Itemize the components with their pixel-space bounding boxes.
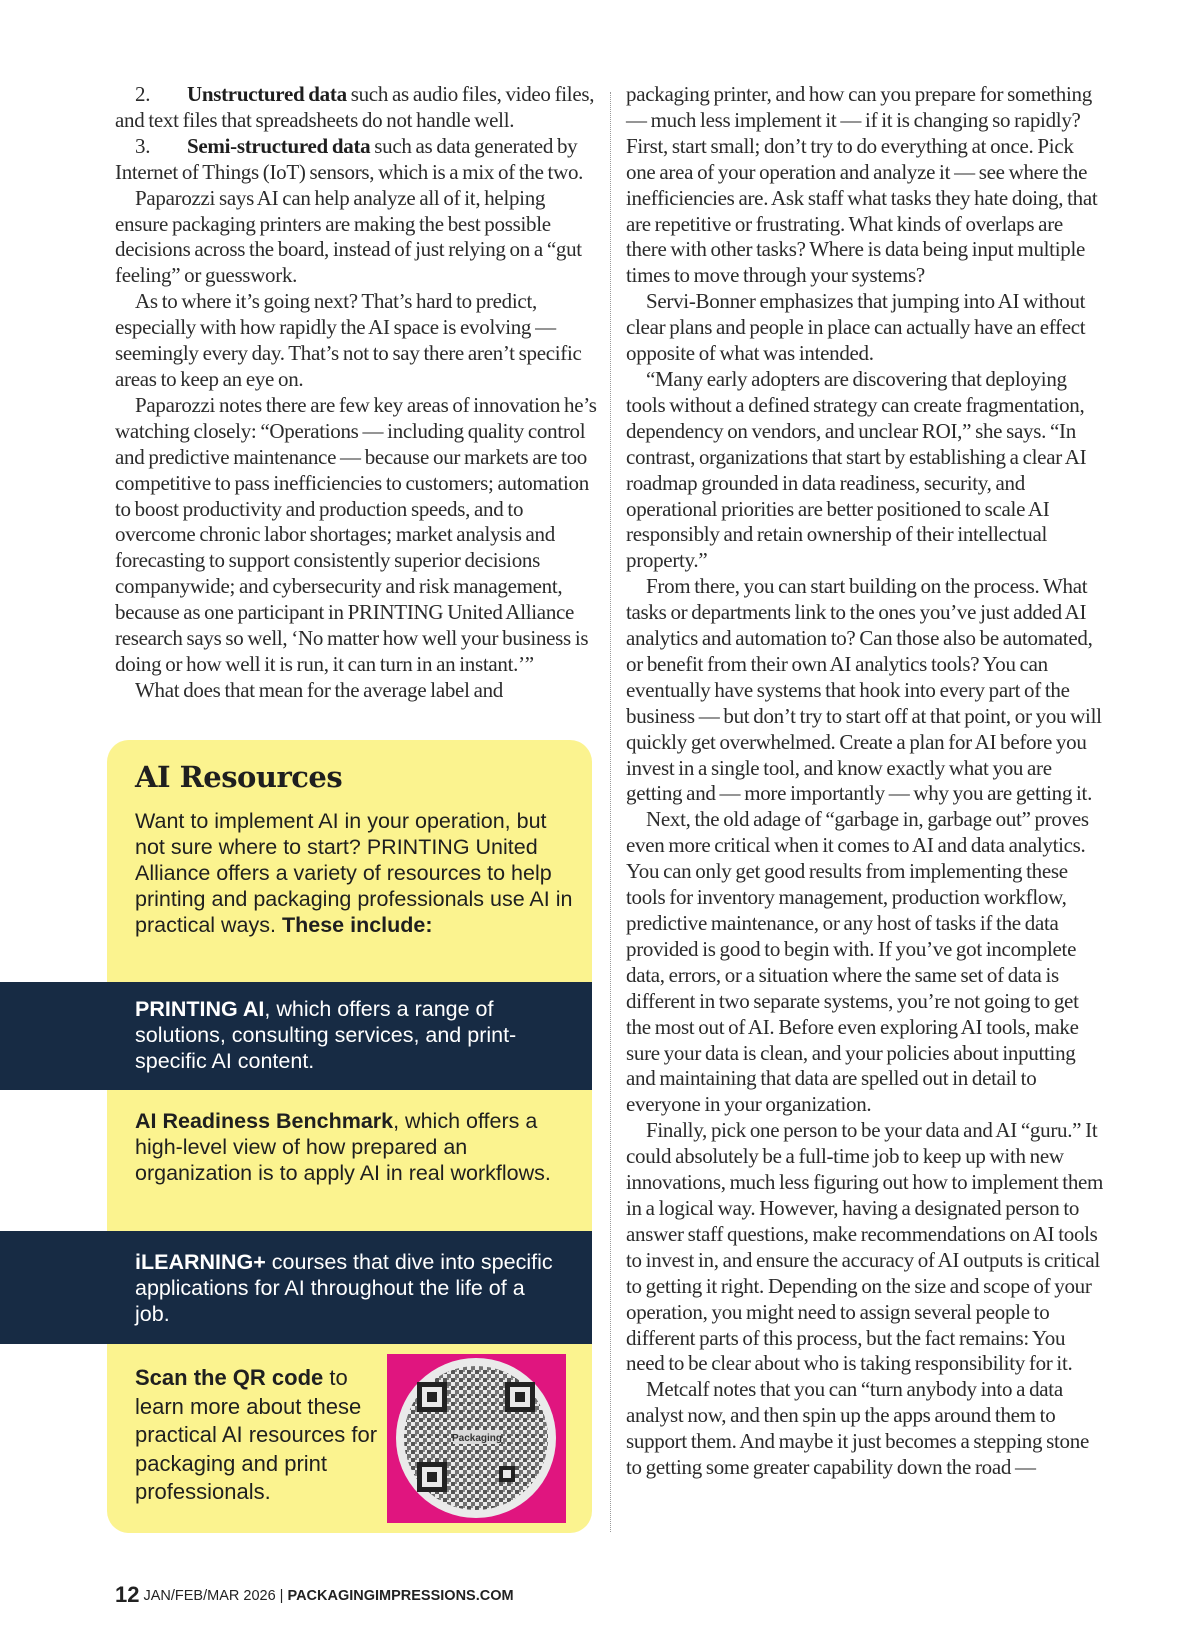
qr-callout-bold: Scan the QR code <box>135 1365 324 1390</box>
resource-ilearning <box>0 1231 592 1344</box>
page-footer <box>115 1582 514 1608</box>
qr-callout-text: to learn more about these practical AI resources for packaging and print professionals. <box>135 1365 378 1504</box>
paragraph: Paparozzi says AI can help analyze all of it, helping ensure packaging printers are making the best possible decisions across the board, instead of just relying on a “gut feeling” or guesswork. <box>115 185 582 288</box>
qr-label: Packaging <box>451 1433 503 1444</box>
list-lead: Semi-structured data <box>187 133 371 158</box>
list-item-2 <box>115 82 600 134</box>
paragraph: Next, the old adage of “garbage in, garbage out” proves even more critical when it comes to AI and data analytics. You can only get good results from implementing these tools for inventory management, production workflow, predictive maintenance, or any host of tasks if the data provided is good to begin with. If you’ve got incomplete data, errors, or a situation where the same set of data is different in two separate systems, you’re not going to get the most out of AI. Before even exploring AI tools, make sure your data is clean, and your policies about inputting and maintaining that data are spelled out in detail to everyone in your organization. <box>626 807 1089 1117</box>
resource-text <box>135 996 555 1074</box>
paragraph: “Many early adopters are discovering that deploying tools without a defined strategy can create fragmentation, dependency on vendors, and unclear ROI,” she says. “In contrast, organizations that start by establishing a clear AI roadmap grounded in data readiness, security, and operational priorities are better positioned to scale AI responsibly and retain ownership of their intellectual property.” <box>626 366 1087 573</box>
paragraph: What does that mean for the average label and <box>135 677 503 702</box>
resource-name: AI Readiness Benchmark <box>135 1109 394 1133</box>
sidebar-intro <box>135 808 575 938</box>
qr-finder-bottom-left <box>417 1462 447 1492</box>
resource-description: courses that dive into specific applications for AI throughout the life of a job. <box>135 1250 553 1326</box>
column-divider <box>610 92 611 1532</box>
website-link[interactable]: PACKAGINGIMPRESSIONS.COM <box>287 1588 514 1604</box>
right-column <box>626 82 1106 1481</box>
resource-name: iLEARNING+ <box>135 1250 266 1274</box>
qr-callout <box>135 1364 385 1507</box>
list-number: 3. <box>135 133 151 158</box>
list-text: such as audio files, video files, and text files that spreadsheets do not handle well. <box>115 82 595 132</box>
qr-code-graphic <box>387 1354 566 1523</box>
list-item-3 <box>115 134 600 186</box>
paragraph: As to where it’s going next? That’s hard to predict, especially with how rapidly the AI space is evolving — seemingly every day. That’s not to say there aren’t specific areas to keep an eye on. <box>115 289 582 391</box>
sidebar-title: AI Resources <box>135 760 343 794</box>
list-number: 2. <box>135 82 151 106</box>
sidebar-intro-bold: These include: <box>281 913 433 937</box>
list-text: such as data generated by Internet of Things (IoT) sensors, which is a mix of the two. <box>115 133 584 184</box>
paragraph: packaging printer, and how can you prepare for something — much less implement it — if it is changing so rapidly? First, start small; don’t try to do everything at once. Pick one area of your operation and analyze it — see where the inefficiencies are. Ask staff what tasks they hate doing, that are repetitive or frustrating. What kinds of overlaps are there with other tasks? Where is data being input multiple times to move through your systems? <box>626 82 1098 288</box>
resource-description: , which offers a high-level view of how prepared an organization is to apply AI in real workflows. <box>135 1109 551 1185</box>
resource-name: PRINTING AI <box>135 997 265 1021</box>
issue-date: JAN/FEB/MAR 2026 | <box>143 1588 288 1604</box>
paragraph: Paparozzi notes there are few key areas of innovation he’s watching closely: “Operations — including quality control and predictive maintenance — because our markets are too competitive to pass inefficiencies to customers; automation to boost productivity and production speeds, and to overcome chronic labor shortages; market analysis and forecasting to support consistently superior decisions companywide; and cybersecurity and risk management, because as one participant in PRINTING United Alliance research says so well, ‘No matter how well your business is doing or how well it is run, it can turn in an instant.’” <box>115 392 597 676</box>
paragraph: Servi-Bonner emphasizes that jumping into AI without clear plans and people in place can actually have an effect opposite of what was intended. <box>626 289 1086 366</box>
qr-code[interactable] <box>387 1354 566 1523</box>
paragraph: Finally, pick one person to be your data and AI “guru.” It could absolutely be a full-time job to keep up with new innovations, much less figuring out how to implement them in a logical way. However, having a designated person to answer staff questions, make recommendations on AI tools to invest in, and ensure the accuracy of AI outputs is critical to getting it right. Depending on the size and scope of your operation, you might need to assign several people to different parts of this process, but the fact remains: You need to be clear about who is taking responsibility for it. <box>626 1118 1104 1376</box>
page-number: 12 <box>115 1582 140 1607</box>
resource-text <box>135 1249 555 1327</box>
qr-finder-top-right <box>505 1382 535 1412</box>
paragraph: Metcalf notes that you can “turn anybody into a data analyst now, and then spin up the apps around them to support them. And maybe it just becomes a stepping stone to getting some greater capability down the road — <box>626 1377 1089 1480</box>
paragraph: From there, you can start building on the process. What tasks or departments link to the ones you’ve just added AI analytics and automation to? Can those also be automated, or benefit from their own AI analytics tools? You can eventually have systems that hook into every part of the business — but don’t try to start off at that point, or you will quickly get overwhelmed. Create a plan for AI before you invest in a single tool, and know exactly what you are getting and — more importantly — why you are getting it. <box>626 574 1102 806</box>
resource-ai-readiness-benchmark <box>135 1108 555 1186</box>
resource-description: , which offers a range of solutions, consulting services, and print-specific AI content. <box>135 997 517 1073</box>
resource-printing-ai <box>0 982 592 1090</box>
sidebar-intro-text: Want to implement AI in your operation, but not sure where to start? PRINTING United Alliance offers a variety of resources to help printing and packaging professionals use AI in practical ways. <box>135 809 573 937</box>
qr-finder-top-left <box>417 1382 447 1412</box>
list-lead: Unstructured data <box>187 82 347 106</box>
qr-finder-bottom-right <box>499 1466 515 1482</box>
left-column <box>115 82 600 704</box>
